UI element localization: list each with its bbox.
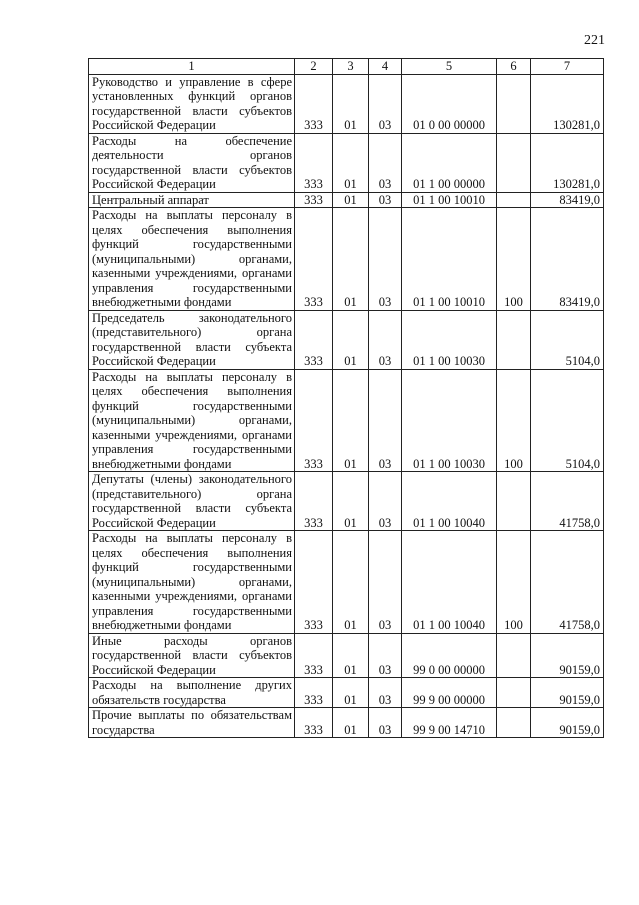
cell-c5: 99 0 00 00000 [402,633,497,678]
table-row [89,472,604,531]
cell-c6 [497,678,531,708]
cell-amount: 41758,0 [531,531,604,634]
cell-c3: 01 [333,192,369,208]
cell-amount: 130281,0 [531,74,604,133]
cell-c2: 333 [295,310,333,369]
cell-c4: 03 [369,133,402,192]
cell-c4: 03 [369,192,402,208]
table-row [89,133,604,192]
cell-c2: 333 [295,133,333,192]
cell-c5: 01 1 00 10040 [402,472,497,531]
cell-c6: 100 [497,369,531,472]
cell-c6: 100 [497,531,531,634]
cell-c5: 99 9 00 00000 [402,678,497,708]
cell-c4: 03 [369,678,402,708]
cell-amount: 83419,0 [531,192,604,208]
row-description: Расходы на выплаты персоналу в целях обеспечения выполнения функций государственными (муниципальными) органами, казенными учреждениями, органами управления государственными внебюджетными фондами [89,369,295,472]
row-description: Руководство и управление в сфере установленных функций органов государственной власти субъектов Российской Федерации [89,74,295,133]
row-description: Расходы на выплаты персоналу в целях обеспечения выполнения функций государственными (муниципальными) органами, казенными учреждениями, органами управления государственными внебюджетными фондами [89,531,295,634]
cell-amount: 90159,0 [531,678,604,708]
header-cell: 1 [89,59,295,75]
header-cell: 5 [402,59,497,75]
cell-c4: 03 [369,74,402,133]
header-cell: 6 [497,59,531,75]
cell-c6: 100 [497,208,531,311]
table-row [89,678,604,708]
table-row [89,192,604,208]
table-row [89,708,604,738]
cell-c3: 01 [333,208,369,311]
cell-amount: 90159,0 [531,708,604,738]
cell-c2: 333 [295,208,333,311]
cell-amount: 41758,0 [531,472,604,531]
cell-c6 [497,633,531,678]
cell-c6 [497,74,531,133]
cell-c5: 01 1 00 00000 [402,133,497,192]
cell-c6 [497,708,531,738]
row-description: Центральный аппарат [89,192,295,208]
cell-c4: 03 [369,472,402,531]
cell-c3: 01 [333,708,369,738]
cell-c6 [497,133,531,192]
page-number: 221 [584,33,605,48]
cell-c2: 333 [295,708,333,738]
table-row [89,310,604,369]
header-cell: 3 [333,59,369,75]
budget-table [88,58,604,738]
row-description: Расходы на выполнение других обязательств государства [89,678,295,708]
cell-c3: 01 [333,531,369,634]
cell-c5: 01 1 00 10040 [402,531,497,634]
cell-c4: 03 [369,208,402,311]
cell-amount: 90159,0 [531,633,604,678]
cell-c5: 01 1 00 10030 [402,369,497,472]
cell-c6 [497,310,531,369]
cell-c5: 01 1 00 10010 [402,208,497,311]
cell-c5: 01 1 00 10030 [402,310,497,369]
cell-c4: 03 [369,633,402,678]
cell-c2: 333 [295,472,333,531]
row-description: Депутаты (члены) законодательного (представительного) органа государственной власти субъекта Российской Федерации [89,472,295,531]
cell-amount: 83419,0 [531,208,604,311]
cell-c3: 01 [333,369,369,472]
cell-amount: 130281,0 [531,133,604,192]
cell-amount: 5104,0 [531,310,604,369]
header-cell: 7 [531,59,604,75]
cell-c5: 01 0 00 00000 [402,74,497,133]
table-row [89,208,604,311]
cell-c2: 333 [295,192,333,208]
cell-c2: 333 [295,633,333,678]
cell-c2: 333 [295,74,333,133]
table-row [89,369,604,472]
header-row [89,59,604,75]
row-description: Иные расходы органов государственной власти субъектов Российской Федерации [89,633,295,678]
cell-c3: 01 [333,74,369,133]
row-description: Председатель законодательного (представительного) органа государственной власти субъекта Российской Федерации [89,310,295,369]
table-row [89,633,604,678]
cell-c6 [497,192,531,208]
cell-c5: 01 1 00 10010 [402,192,497,208]
cell-c5: 99 9 00 14710 [402,708,497,738]
cell-c6 [497,472,531,531]
cell-c4: 03 [369,369,402,472]
header-cell: 2 [295,59,333,75]
cell-c3: 01 [333,310,369,369]
header-cell: 4 [369,59,402,75]
table-row [89,531,604,634]
cell-c4: 03 [369,531,402,634]
cell-c2: 333 [295,531,333,634]
table-row [89,74,604,133]
cell-c4: 03 [369,310,402,369]
row-description: Расходы на выплаты персоналу в целях обеспечения выполнения функций государственными (муниципальными) органами, казенными учреждениями, органами управления государственными внебюджетными фондами [89,208,295,311]
cell-c3: 01 [333,678,369,708]
cell-c2: 333 [295,678,333,708]
row-description: Прочие выплаты по обязательствам государства [89,708,295,738]
cell-c2: 333 [295,369,333,472]
row-description: Расходы на обеспечение деятельности органов государственной власти субъектов Российской Федерации [89,133,295,192]
cell-c3: 01 [333,472,369,531]
cell-c3: 01 [333,633,369,678]
cell-amount: 5104,0 [531,369,604,472]
cell-c4: 03 [369,708,402,738]
cell-c3: 01 [333,133,369,192]
